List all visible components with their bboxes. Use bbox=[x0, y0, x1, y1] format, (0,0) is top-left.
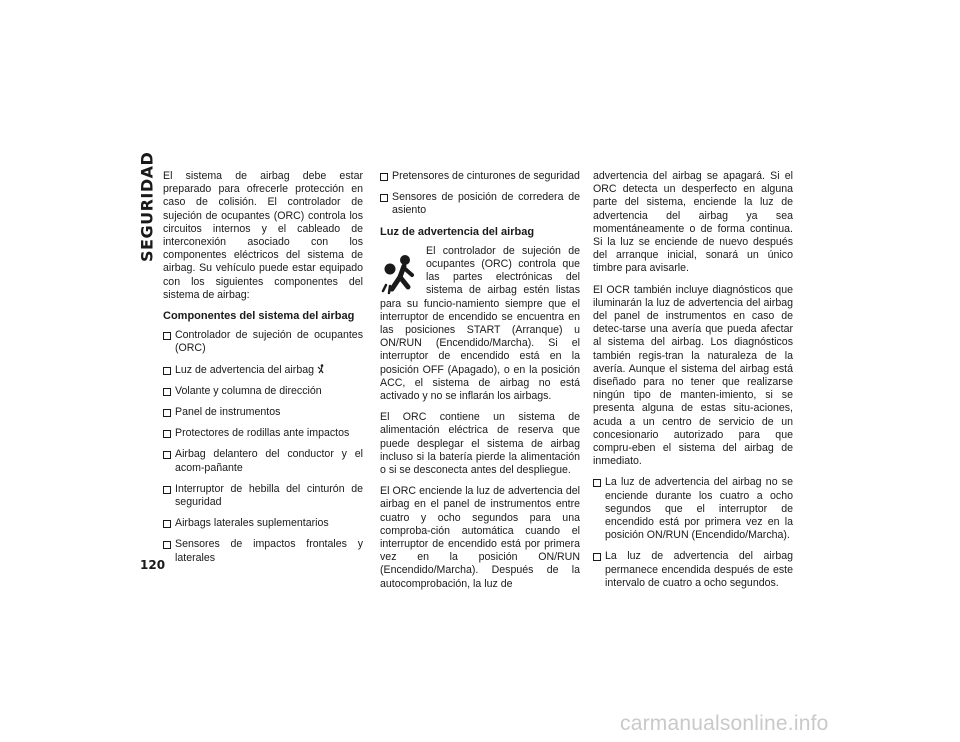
list-item: Controlador de sujeción de ocupantes (ORC) bbox=[163, 329, 363, 355]
list-item: Interruptor de hebilla del cinturón de seguridad bbox=[163, 483, 363, 509]
self-check-paragraph: El ORC enciende la luz de advertencia del airbag en el panel de instrumentos entre cuatro y ocho segundos para una comproba-ción automática cuando el interruptor de encendido está por primera vez en la posición ON/RUN (Encendido/Marcha). Después de la autocomprobación, la luz de bbox=[380, 485, 580, 590]
checkbox-bullet-icon bbox=[163, 430, 171, 438]
list-item: Airbags laterales suplementarios bbox=[163, 517, 363, 530]
components-heading: Componentes del sistema del airbag bbox=[163, 310, 355, 323]
checkbox-bullet-icon bbox=[163, 541, 171, 549]
checkbox-bullet-icon bbox=[163, 486, 171, 494]
column-3 bbox=[593, 170, 793, 598]
warning-light-section bbox=[380, 245, 580, 403]
list-item: Protectores de rodillas ante impactos bbox=[163, 427, 363, 440]
column-2 bbox=[380, 170, 580, 599]
diagnostics-paragraph: El OCR también incluye diagnósticos que iluminarán la luz de advertencia del airbag del panel de instrumentos en caso de detec-tarse una avería que pueda afectar al sistema del airbag. Los diagnósticos también regis-tran la naturaleza de la avería. Aunque el sistema del airbag está diseñado para no tener que realizarse ningún tipo de manten-imiento, si se presenta alguna de estas situ-aciones, acuda a un centro de servicio de un concesionario autorizado para que compru-eben el sistema del airbag de inmediato. bbox=[593, 283, 793, 468]
airbag-warning-icon bbox=[316, 364, 326, 374]
checkbox-bullet-icon bbox=[163, 409, 171, 417]
list-item: Airbag delantero del conductor y el acom-pañante bbox=[163, 448, 363, 474]
list-item: Panel de instrumentos bbox=[163, 406, 363, 419]
airbag-warning-icon bbox=[380, 253, 420, 295]
warning-light-heading: Luz de advertencia del airbag bbox=[380, 225, 535, 238]
watermark: carmanualsonline.info bbox=[620, 712, 829, 735]
orc-paragraph: El controlador de sujeción de ocupantes (ORC) controla que las partes electrónicas del sistema de airbag estén listas para su funcio-namiento siempre que el interruptor de encendido se encuentra en las posiciones START (Arranque) u ON/RUN (Encendido/Marcha). Si el interruptor de encendido está en la posición OFF (Apagado), o en la posición ACC, el sistema de airbag no está activado y no se inflarán los airbags. bbox=[380, 244, 580, 403]
checkbox-bullet-icon bbox=[163, 332, 171, 340]
list-item: Luz de advertencia del airbag bbox=[163, 364, 363, 377]
checkbox-bullet-icon bbox=[163, 367, 171, 375]
intro-paragraph: El sistema de airbag debe estar preparado para ofrecerle protección en caso de colisión. El controlador de sujeción de ocupantes (ORC) controla los circuitos internos y el cableado de interconexión asociado con los componentes eléctricos del sistema de airbag. Su vehículo puede estar equipado con los siguientes componentes del sistema de airbag: bbox=[163, 170, 363, 301]
checkbox-bullet-icon bbox=[593, 479, 601, 487]
backup-power-paragraph: El ORC contiene un sistema de alimentación eléctrica de reserva que puede desplegar el sistema de airbag incluso si la batería pierde la alimentación o si se desconecta antes del despliegue. bbox=[380, 411, 580, 477]
checkbox-bullet-icon bbox=[163, 451, 171, 459]
section-side-title: SEGURIDAD bbox=[137, 151, 157, 263]
column-1 bbox=[163, 170, 363, 573]
checkbox-bullet-icon bbox=[163, 520, 171, 528]
list-item: Sensores de impactos frontales y laterales bbox=[163, 538, 363, 564]
list-item: Sensores de posición de corredera de asiento bbox=[380, 191, 580, 217]
continuation-paragraph: advertencia del airbag se apagará. Si el ORC detecta un desperfecto en alguna parte del sistema, enciende la luz de advertencia del airbag ya sea momentáneamente o de forma continua. Si la luz se enciende de nuevo después del arranque inicial, sonará un único timbre para avisarle. bbox=[593, 170, 793, 275]
list-item: Pretensores de cinturones de seguridad bbox=[380, 170, 580, 183]
checkbox-bullet-icon bbox=[593, 553, 601, 561]
checkbox-bullet-icon bbox=[163, 388, 171, 396]
page-number: 120 bbox=[140, 558, 166, 572]
list-item: La luz de advertencia del airbag no se enciende durante los cuatro a ocho segundos que el interruptor de encendido está por primera vez en la posición ON/RUN (Encendido/Marcha). bbox=[593, 476, 793, 542]
list-item: La luz de advertencia del airbag permanece encendida después de este intervalo de cuatro a ocho segundos. bbox=[593, 550, 793, 590]
checkbox-bullet-icon bbox=[380, 194, 388, 202]
checkbox-bullet-icon bbox=[380, 173, 388, 181]
list-item: Volante y columna de dirección bbox=[163, 385, 363, 398]
